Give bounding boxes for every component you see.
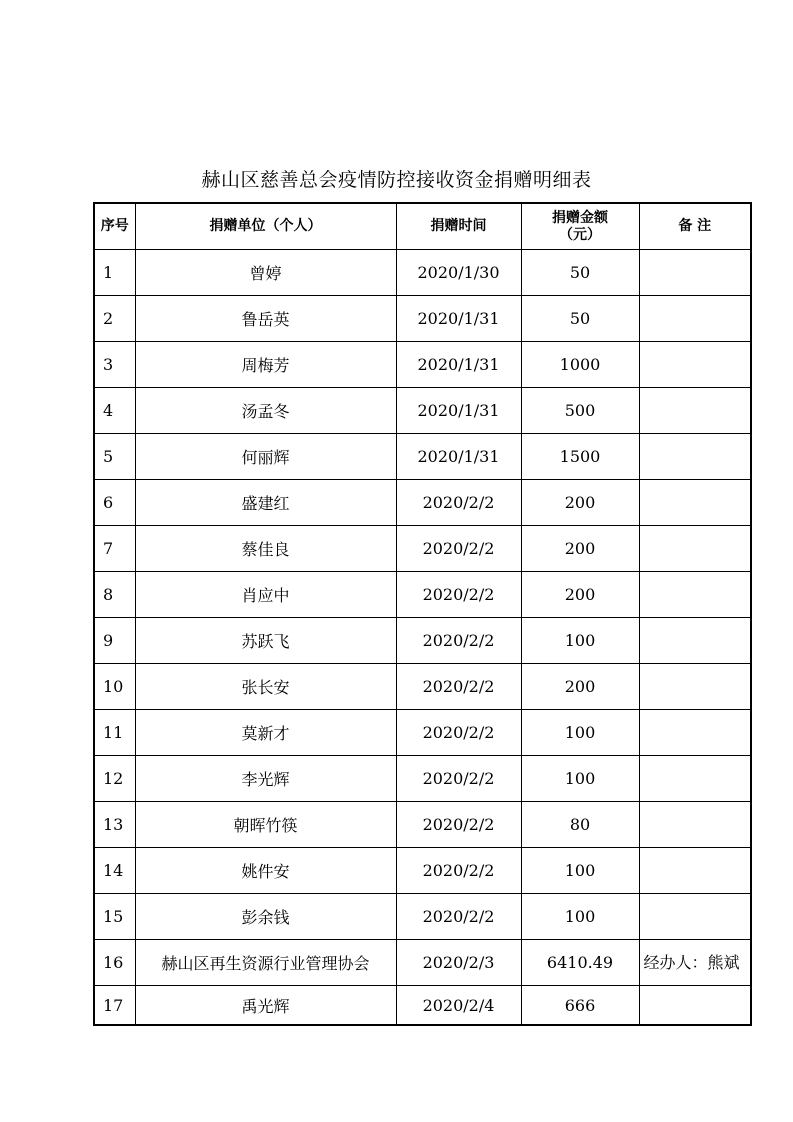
header-amount <box>521 203 639 250</box>
row-amount: 80 <box>521 802 639 848</box>
row-note <box>639 802 751 848</box>
row-donor: 张长安 <box>135 664 396 710</box>
row-amount: 1500 <box>521 434 639 480</box>
row-donor: 李光辉 <box>135 756 396 802</box>
row-note <box>639 664 751 710</box>
row-note <box>639 480 751 526</box>
row-note <box>639 388 751 434</box>
row-seq: 10 <box>94 664 135 710</box>
row-date: 2020/2/2 <box>396 848 521 894</box>
row-note <box>639 986 751 1026</box>
row-seq: 11 <box>94 710 135 756</box>
row-seq: 17 <box>94 986 135 1026</box>
row-date: 2020/2/2 <box>396 572 521 618</box>
row-note <box>639 296 751 342</box>
row-date: 2020/2/2 <box>396 618 521 664</box>
row-note <box>639 710 751 756</box>
row-amount: 1000 <box>521 342 639 388</box>
row-seq: 6 <box>94 480 135 526</box>
table-row <box>94 572 751 618</box>
row-donor: 鲁岳英 <box>135 296 396 342</box>
row-donor: 赫山区再生资源行业管理协会 <box>135 940 396 986</box>
row-date: 2020/2/2 <box>396 664 521 710</box>
table-row <box>94 296 751 342</box>
row-seq: 15 <box>94 894 135 940</box>
row-amount: 50 <box>521 250 639 296</box>
row-note <box>639 894 751 940</box>
row-seq: 8 <box>94 572 135 618</box>
table-row <box>94 618 751 664</box>
row-seq: 5 <box>94 434 135 480</box>
table-row <box>94 250 751 296</box>
row-seq: 12 <box>94 756 135 802</box>
row-seq: 13 <box>94 802 135 848</box>
row-donor: 肖应中 <box>135 572 396 618</box>
row-donor: 彭余钱 <box>135 894 396 940</box>
row-amount: 666 <box>521 986 639 1026</box>
row-date: 2020/2/4 <box>396 986 521 1026</box>
header-amount-unit: （元） <box>559 226 601 243</box>
row-amount: 50 <box>521 296 639 342</box>
row-amount: 100 <box>521 756 639 802</box>
row-date: 2020/1/30 <box>396 250 521 296</box>
row-amount: 6410.49 <box>521 940 639 986</box>
row-note <box>639 250 751 296</box>
row-donor: 周梅芳 <box>135 342 396 388</box>
row-seq: 3 <box>94 342 135 388</box>
header-note: 备 注 <box>639 203 751 250</box>
row-seq: 14 <box>94 848 135 894</box>
table-row <box>94 526 751 572</box>
table-row <box>94 388 751 434</box>
row-donor: 苏跃飞 <box>135 618 396 664</box>
row-date: 2020/2/2 <box>396 802 521 848</box>
row-date: 2020/1/31 <box>396 434 521 480</box>
row-seq: 16 <box>94 940 135 986</box>
row-note <box>639 342 751 388</box>
header-amount-label: 捐赠金额 <box>552 209 608 226</box>
row-note <box>639 434 751 480</box>
row-amount: 500 <box>521 388 639 434</box>
header-date: 捐赠时间 <box>396 203 521 250</box>
row-date: 2020/1/31 <box>396 296 521 342</box>
row-date: 2020/1/31 <box>396 388 521 434</box>
row-date: 2020/2/2 <box>396 480 521 526</box>
row-note <box>639 618 751 664</box>
document-title: 赫山区慈善总会疫情防控接收资金捐赠明细表 <box>201 169 592 191</box>
header-donor: 捐赠单位（个人） <box>135 203 396 250</box>
row-amount: 100 <box>521 848 639 894</box>
row-note <box>639 756 751 802</box>
table-row <box>94 480 751 526</box>
row-seq: 1 <box>94 250 135 296</box>
row-donor: 汤孟冬 <box>135 388 396 434</box>
row-seq: 2 <box>94 296 135 342</box>
row-seq: 9 <box>94 618 135 664</box>
table-row <box>94 342 751 388</box>
table-row <box>94 848 751 894</box>
row-donor: 曾婷 <box>135 250 396 296</box>
row-amount: 200 <box>521 526 639 572</box>
row-amount: 100 <box>521 618 639 664</box>
row-date: 2020/2/2 <box>396 710 521 756</box>
table-row <box>94 986 751 1026</box>
row-date: 2020/2/2 <box>396 756 521 802</box>
row-seq: 7 <box>94 526 135 572</box>
row-note <box>639 572 751 618</box>
header-seq: 序号 <box>94 203 135 250</box>
row-amount: 200 <box>521 572 639 618</box>
row-note <box>639 848 751 894</box>
row-amount: 200 <box>521 664 639 710</box>
table-row <box>94 940 751 986</box>
row-amount: 100 <box>521 894 639 940</box>
row-donor: 姚件安 <box>135 848 396 894</box>
table-row <box>94 894 751 940</box>
row-date: 2020/1/31 <box>396 342 521 388</box>
row-amount: 100 <box>521 710 639 756</box>
row-donor: 盛建红 <box>135 480 396 526</box>
row-donor: 禹光辉 <box>135 986 396 1026</box>
table-row <box>94 710 751 756</box>
table-row <box>94 802 751 848</box>
row-donor: 蔡佳良 <box>135 526 396 572</box>
row-date: 2020/2/2 <box>396 894 521 940</box>
row-date: 2020/2/3 <box>396 940 521 986</box>
table-row <box>94 756 751 802</box>
table-row <box>94 664 751 710</box>
row-donor: 何丽辉 <box>135 434 396 480</box>
row-note <box>639 526 751 572</box>
row-seq: 4 <box>94 388 135 434</box>
row-note: 经办人：熊斌 <box>639 940 751 986</box>
row-donor: 朝晖竹筷 <box>135 802 396 848</box>
row-amount: 200 <box>521 480 639 526</box>
row-donor: 莫新才 <box>135 710 396 756</box>
row-date: 2020/2/2 <box>396 526 521 572</box>
table-row <box>94 434 751 480</box>
donation-table <box>93 202 752 1026</box>
table-header-row <box>94 203 751 250</box>
